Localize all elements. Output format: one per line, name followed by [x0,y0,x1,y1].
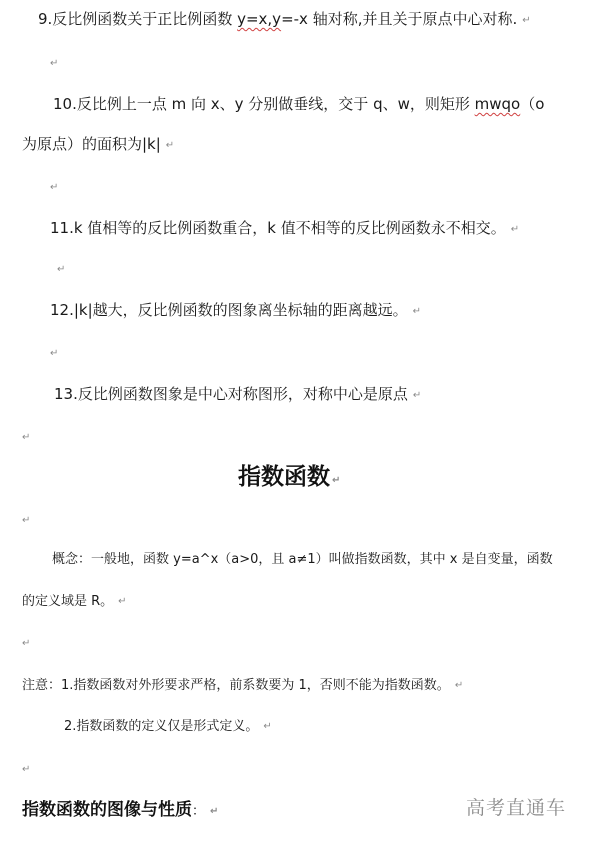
paragraph-mark-icon: ↵ [22,515,31,526]
paragraph-mark-icon: ↵ [50,348,59,359]
paragraph-mark-icon: ↵ [118,596,127,607]
paragraph-mark-icon: ↵ [50,182,59,193]
item-10-text-b: （o [520,95,545,113]
paragraph-mark-icon: ↵ [22,432,31,443]
item-9-text-a: 9.反比例函数关于正比例函数 [38,10,238,28]
concept-line-2: 的定义域是 R。 ↵ [22,594,127,609]
paragraph-mark-icon: ↵ [165,140,175,151]
item-9-equation: y=x,y [237,10,282,28]
item-9 [38,9,531,31]
paragraph-mark-icon: ↵ [510,224,520,235]
item-10-mwqo: mwqo [474,95,521,113]
note-line-2: 2.指数函数的定义仅是形式定义。 ↵ [64,719,272,734]
watermark: 高考直通车 [466,797,567,819]
paragraph-mark-icon: ↵ [22,764,31,775]
item-10-line-2: 为原点）的面积为|k| ↵ [22,135,175,153]
paragraph-mark-icon: ↵ [522,15,531,26]
paragraph-mark-icon: ↵ [454,680,464,691]
paragraph-mark-icon: ↵ [263,721,272,732]
subsection-title: 指数函数的图像与性质： ↵ [22,800,219,820]
item-11: 11.k 值相等的反比例函数重合，k 值不相等的反比例函数永不相交。 ↵ [50,219,520,237]
paragraph-mark-icon: ↵ [22,638,31,649]
item-13: 13.反比例函数图象是中心对称图形，对称中心是原点 ↵ [54,385,422,403]
paragraph-mark-icon: ↵ [210,806,219,817]
item-12: 12.|k|越大，反比例函数的图象离坐标轴的距离越远。 ↵ [50,301,422,319]
concept-line-1: 概念：一般地，函数 y=a^x（a>0，且 a≠1）叫做指数函数，其中 x 是自变量，函数 [52,552,553,567]
paragraph-mark-icon: ↵ [412,306,422,317]
paragraph-mark-icon: ↵ [332,475,341,486]
item-9-text-b: =-x 轴对称,并且关于原点中心对称. [281,10,518,28]
subsection-title-colon: ： [192,804,206,819]
paragraph-mark-icon: ↵ [50,58,59,69]
item-10-text-a: 10.反比例上一点 m 向 x、y 分别做垂线，交于 q、w，则矩形 [53,95,475,113]
section-title: 指数函数 ↵ [238,464,341,490]
paragraph-mark-icon: ↵ [412,390,422,401]
item-10-line-1 [53,94,544,114]
note-line-1: 注意：1.指数函数对外形要求严格，前系数要为 1，否则不能为指数函数。 ↵ [22,678,464,693]
paragraph-mark-icon: ↵ [57,264,66,275]
